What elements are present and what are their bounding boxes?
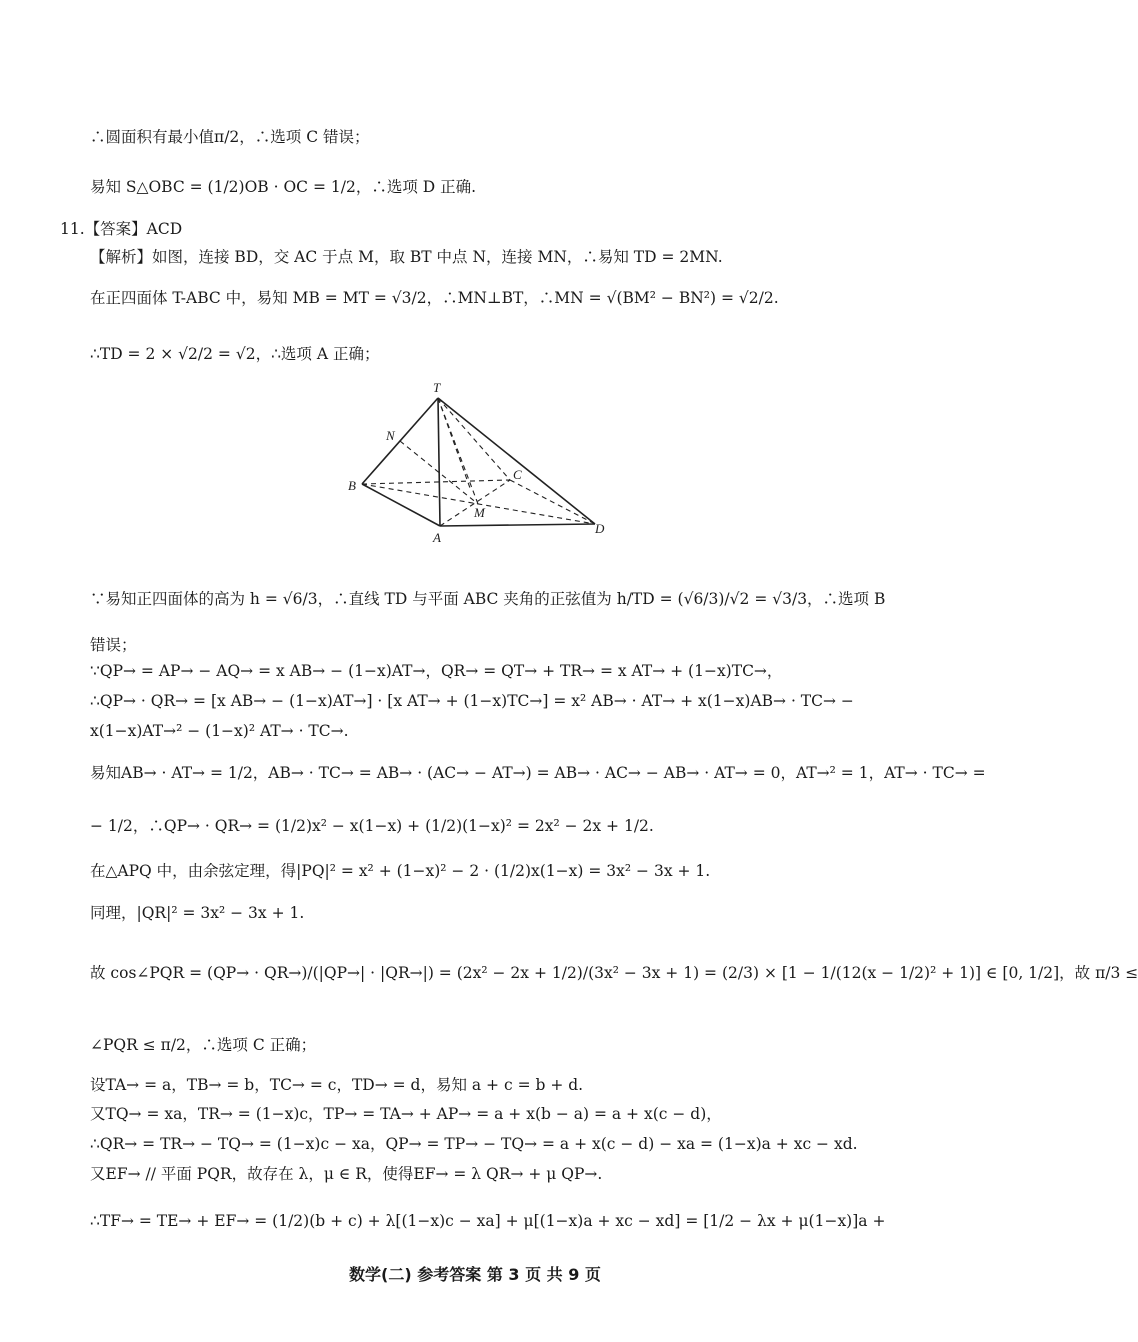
q11-dot-result: − 1/2，∴QP→ · QR→ = (1/2)x² − x(1−x) + (1/2)(1−x)² = 2x² − 2x + 1/2.: [90, 817, 654, 835]
q11-tq-tr-tp: 又TQ→ = xa，TR→ = (1−x)c，TP→ = TA→ + AP→ = a + x(b − a) = a + x(c − d)，: [90, 1105, 722, 1123]
q11-qr-similar: 同理，|QR|² = 3x² − 3x + 1.: [90, 904, 305, 922]
q11-height-sine: ∵易知正四面体的高为 h = √6/3，∴直线 TD 与平面 ABC 夹角的正弦值为 h/TD = (√6/3)/√2 = √3/3，∴选项 B: [90, 590, 886, 608]
q11-tf-expr: ∴TF→ = TE→ + EF→ = (1/2)(b + c) + λ[(1−x)c − xa] + μ[(1−x)a + xc − xd] = [1/2 − λx + μ(1−x)]a +: [90, 1212, 886, 1230]
tetrahedron-diagram: [340, 378, 620, 553]
edge-ad: [440, 524, 595, 526]
label-t: T: [433, 380, 441, 395]
label-n: N: [386, 428, 395, 443]
q11-ef-parallel: 又EF→ // 平面 PQR，故存在 λ，μ ∈ R，使得EF→ = λ QR→ + μ QP→.: [90, 1165, 603, 1183]
q11-pq-cosine-law: 在△APQ 中，由余弦定理，得|PQ|² = x² + (1−x)² − 2 · (1/2)x(1−x) = 3x² − 3x + 1.: [90, 862, 711, 880]
q11-b-wrong: 错误；: [90, 636, 137, 654]
q11-qr-qp-expr: ∴QR→ = TR→ − TQ→ = (1−x)c − xa，QP→ = TP→ − TQ→ = a + x(c − d) − xa = (1−x)a + xc − xd.: [90, 1135, 858, 1153]
page-footer: 数学(二) 参考答案 第 3 页 共 9 页: [349, 1265, 601, 1284]
q11-dot-product-1: ∴QP→ · QR→ = [x AB→ − (1−x)AT→] · [x AT→ + (1−x)TC→] = x² AB→ · AT→ + x(1−x)AB→ · TC→ −: [90, 692, 854, 710]
q11-qp-qr: ∵QP→ = AP→ − AQ→ = x AB→ − (1−x)AT→，QR→ = QT→ + TR→ = x AT→ + (1−x)TC→，: [90, 662, 783, 680]
label-d: D: [595, 521, 605, 536]
q11-answer: 11.【答案】ACD: [60, 220, 183, 238]
edge-ta: [438, 398, 440, 526]
q11-td-value: ∴TD = 2 × √2/2 = √2，∴选项 A 正确；: [90, 345, 380, 363]
q11-c-correct: ∠PQR ≤ π/2，∴选项 C 正确；: [90, 1036, 317, 1054]
label-a: A: [433, 530, 441, 545]
q11-dot-product-2: x(1−x)AT→² − (1−x)² AT→ · TC→.: [90, 722, 349, 740]
q11-tetrahedron-mb: 在正四面体 T-ABC 中，易知 MB = MT = √3/2，∴MN⊥BT，∴MN = √(BM² − BN²) = √2/2.: [90, 289, 779, 307]
label-m: M: [474, 505, 485, 520]
label-b: B: [348, 478, 356, 493]
tetrahedron-figure: [340, 378, 620, 553]
c-option-area-min: ∴圆面积有最小值π/2，∴选项 C 错误；: [90, 128, 370, 146]
d-option-area: 易知 S△OBC = (1/2)OB · OC = 1/2，∴选项 D 正确.: [90, 178, 477, 196]
label-c: C: [513, 467, 522, 482]
q11-known-dots: 易知AB→ · AT→ = 1/2，AB→ · TC→ = AB→ · (AC→ − AT→) = AB→ · AC→ − AB→ · AT→ = 0，AT→² = 1，AT→ · TC→ =: [90, 764, 986, 782]
q11-analysis-intro: 【解析】如图，连接 BD，交 AC 于点 M，取 BT 中点 N，连接 MN，∴易知 TD = 2MN.: [90, 248, 723, 266]
q11-set-vectors: 设TA→ = a，TB→ = b，TC→ = c，TD→ = d，易知 a + c = b + d.: [90, 1076, 584, 1094]
q11-cos-pqr: 故 cos∠PQR = (QP→ · QR→)/(|QP→| · |QR→|) = (2x² − 2x + 1/2)/(3x² − 3x + 1) = (2/3) × [1 − 1/(12(x − 1/2)² + 1)] ∈ [0, 1/2]，故 π/3 ≤: [90, 964, 1138, 982]
